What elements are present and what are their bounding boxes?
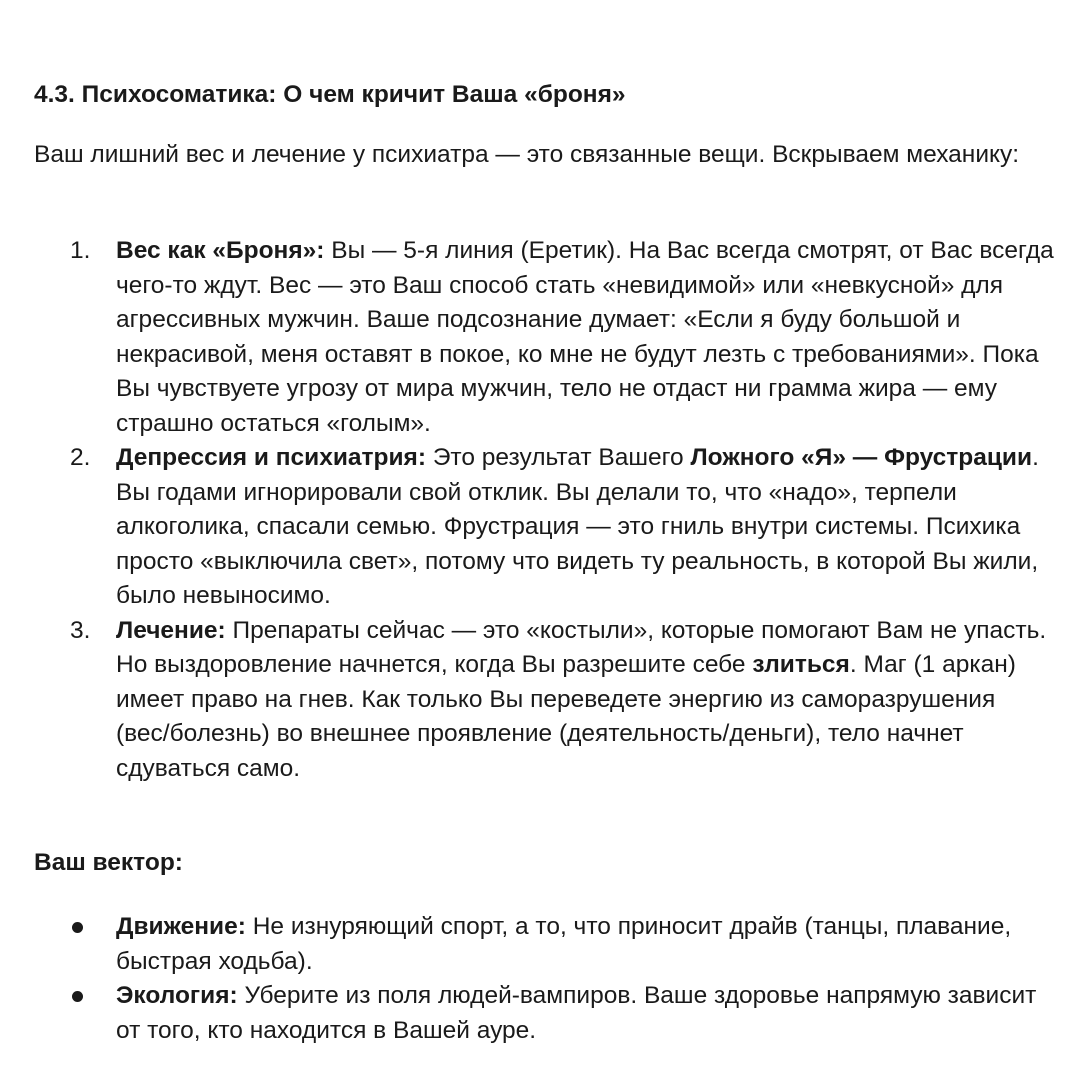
bullet-item [34, 910, 1054, 979]
list-number: 1. [70, 237, 91, 264]
bullet-item-text: Не изнуряющий спорт, а то, что приносит драйв (танцы, плавание, быстрая ходьба). [116, 913, 1012, 975]
list-item-text: Это результат Вашего [426, 444, 691, 471]
list-item-lead: Депрессия и психиатрия: [116, 444, 427, 471]
bullet-item [34, 979, 1054, 1048]
list-number: 2. [70, 444, 91, 471]
bullet-dot-icon [72, 991, 83, 1002]
section-title: 4.3. Психосоматика: О чем кричит Ваша «броня» [34, 81, 626, 108]
list-item-text: . Маг (1 аркан) имеет право на гнев. Как только Вы переведете энергию из саморазрушения (вес/болезнь) во внешнее проявление (деятельность/деньги), тело начнет сдуваться само. [116, 651, 1016, 782]
list-item-emphasis: злиться [752, 651, 850, 678]
list-item-lead: Вес как «Броня»: [116, 237, 325, 264]
list-item-text: . Вы годами игнорировали свой отклик. Вы делали то, что «надо», терпели алкоголика, спасали семью. Фрустрация — это гниль внутри системы. Психика просто «выключила свет», потому что видеть ту реальность, в которой Вы жили, было невыносимо. [116, 444, 1039, 609]
bullet-list [34, 910, 1054, 1048]
bullet-item-lead: Экология: [116, 982, 238, 1009]
bullet-item-lead: Движение: [116, 913, 246, 940]
list-item [34, 614, 1054, 787]
list-item [34, 441, 1054, 614]
list-item-text: Препараты сейчас — это «костыли», которые помогают Вам не упасть. Но выздоровление начнется, когда Вы разрешите себе [116, 616, 1047, 678]
list-item-emphasis: Ложного «Я» — Фрустрации [690, 444, 1033, 471]
bullet-dot-icon [72, 922, 83, 933]
list-item-lead: Лечение: [116, 616, 226, 644]
list-item-text: Вы — 5-я линия (Еретик). На Вас всегда смотрят, от Вас всегда чего-то ждут. Вес — это Ваш способ стать «невидимой» или «невкусной» для агрессивных мужчин. Ваше подсознание думает: «Если я буду большой и некрасивой, меня оставят в покое, ко мне не будут лезть с требованиями». Пока Вы чувствуете угрозу от мира мужчин, тело не отдаст ни грамма жира — ему страшно остаться «голым». [116, 237, 1054, 437]
bullet-item-text: Уберите из поля людей-вампиров. Ваше здоровье напрямую зависит от того, кто находится в Вашей ауре. [116, 982, 1037, 1044]
list-number: 3. [70, 616, 91, 644]
intro-paragraph: Ваш лишний вес и лечение у психиатра — это связанные вещи. Вскрываем механику: [34, 141, 1020, 168]
vector-title: Ваш вектор: [34, 849, 183, 876]
numbered-list [34, 234, 1054, 786]
list-item [34, 234, 1054, 441]
